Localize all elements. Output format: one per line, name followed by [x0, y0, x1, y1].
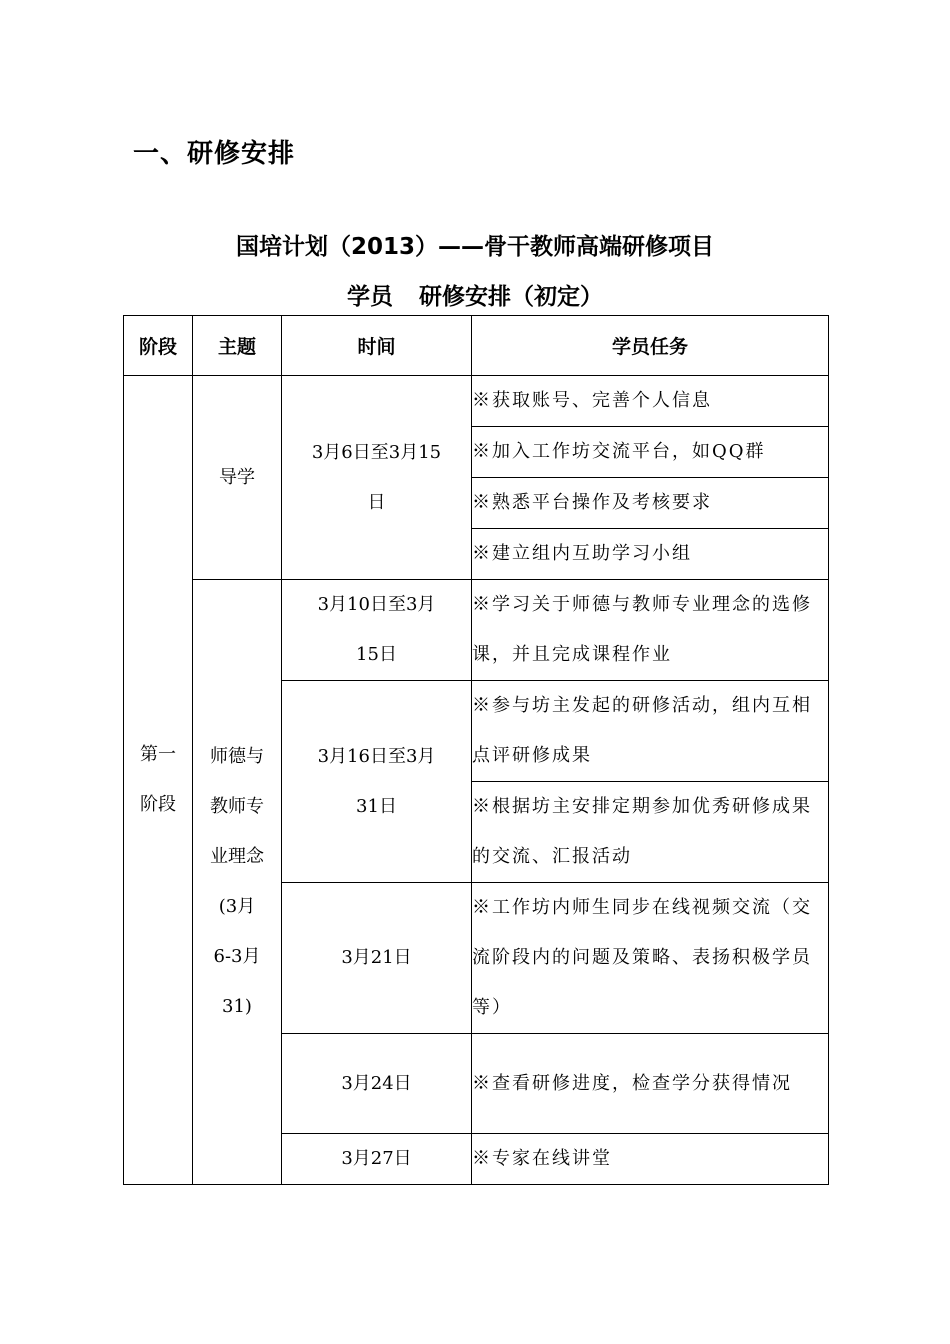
task-cell: ※加入工作坊交流平台，如QQ群 [472, 427, 829, 478]
header-stage: 阶段 [124, 316, 193, 376]
task-cell: ※根据坊主安排定期参加优秀研修成果的交流、汇报活动 [472, 782, 829, 883]
topic-line: 教师专 [210, 796, 264, 817]
topic-line: 业理念 [210, 846, 264, 867]
stage-cell [124, 376, 193, 1185]
time-cell [282, 376, 472, 580]
header-time: 时间 [282, 316, 472, 376]
stage-label-line1: 第一 [140, 744, 176, 765]
table-row [124, 580, 829, 681]
task-cell: ※参与坊主发起的研修活动，组内互相点评研修成果 [472, 681, 829, 782]
time-cell [282, 681, 472, 883]
time-line: 15日 [356, 644, 397, 665]
time-cell: 3月21日 [282, 883, 472, 1034]
task-cell: ※熟悉平台操作及考核要求 [472, 478, 829, 529]
task-cell: ※查看研修进度，检查学分获得情况 [472, 1034, 829, 1134]
topic-cell-guide: 导学 [193, 376, 282, 580]
document-title: 国培计划（2013）——骨干教师高端研修项目 [235, 234, 714, 260]
header-row [124, 316, 829, 376]
time-line: 31日 [356, 795, 397, 817]
document-subtitle [0, 278, 950, 311]
task-cell: ※专家在线讲堂 [472, 1134, 829, 1185]
table-row [124, 376, 829, 427]
time-line: 3月10日至3月 [317, 594, 436, 615]
header-task: 学员任务 [472, 316, 829, 376]
topic-line: 师德与 [210, 746, 264, 767]
section-title: 一、研修安排 [133, 139, 296, 169]
time-cell: 3月27日 [282, 1134, 472, 1185]
task-cell: ※学习关于师德与教师专业理念的选修课，并且完成课程作业 [472, 580, 829, 681]
topic-line: (3月 [218, 896, 256, 917]
time-cell: 3月24日 [282, 1034, 472, 1134]
topic-cell-ethics [193, 580, 282, 1185]
schedule-table [123, 315, 829, 1185]
subtitle-part-b: 研修安排（初定） [419, 284, 603, 310]
stage-label-line2: 阶段 [140, 794, 176, 815]
task-cell: ※获取账号、完善个人信息 [472, 376, 829, 427]
time-cell [282, 580, 472, 681]
header-topic: 主题 [193, 316, 282, 376]
time-line: 日 [367, 491, 386, 513]
time-line: 3月16日至3月 [317, 745, 436, 767]
time-line: 3月6日至3月15 [311, 441, 442, 463]
topic-line: 6-3月 [213, 946, 261, 967]
task-cell: ※工作坊内师生同步在线视频交流（交流阶段内的问题及策略、表扬积极学员等） [472, 883, 829, 1034]
subtitle-part-a: 学员 [347, 284, 393, 310]
topic-line: 31) [222, 996, 252, 1017]
task-cell: ※建立组内互助学习小组 [472, 529, 829, 580]
